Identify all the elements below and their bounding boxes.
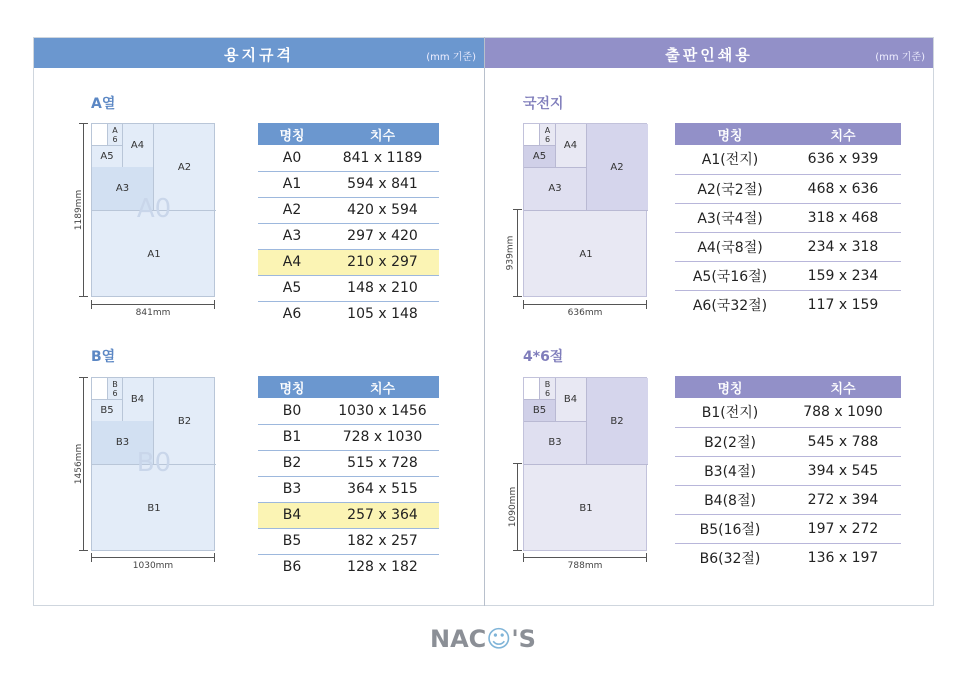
table-row: A0 841 x 1189 [258, 145, 439, 171]
a-series-table [258, 123, 439, 327]
paper-standard-header [34, 38, 484, 68]
a2-label: A2 [177, 161, 192, 173]
a5-label: A5 [100, 150, 114, 162]
table-row: B2(2절) 545 x 788 [675, 427, 901, 456]
table-row: A6(국32절) 117 x 159 [692, 296, 879, 314]
table-row: B4(8절) 272 x 394 [675, 485, 901, 514]
b6-label: B 6 [544, 379, 551, 398]
b4-label: B4 [130, 394, 145, 405]
a5-label: A5 [532, 150, 547, 162]
publishing-header [485, 38, 933, 68]
table-row: A3 297 x 420 [258, 223, 439, 249]
col-name-header: 명칭 [675, 123, 785, 145]
table-row-highlighted: B4 257 x 364 [258, 502, 439, 528]
b5-label: B5 [532, 404, 547, 416]
46-height-dimension [508, 463, 523, 551]
a6-label: A 6 [112, 125, 118, 144]
b2-label: B2 [610, 415, 624, 427]
a-height-dimension [74, 123, 89, 297]
b6-label: B 6 [112, 379, 118, 398]
b-series-table [258, 376, 439, 580]
col-name-header: 명칭 [258, 376, 326, 398]
table-row: B5 182 x 257 [258, 528, 439, 554]
b3-label: B3 [548, 437, 562, 448]
b-height-dimension [74, 377, 89, 551]
height-label: 939mm [505, 235, 516, 271]
section-title-46-jeol: 4*6절 [523, 349, 564, 365]
a6-label: A 6 [544, 125, 551, 144]
a-width-dimension [91, 300, 215, 318]
panel-divider [484, 37, 485, 606]
table-row: A2(국2절) 468 x 636 [675, 174, 901, 203]
a4-label: A4 [130, 140, 145, 151]
table-row: B3 364 x 515 [258, 476, 439, 502]
46-width-dimension [523, 553, 647, 571]
table-row: A2 420 x 594 [258, 197, 439, 223]
table-row: B5(16절) 197 x 272 [675, 514, 901, 543]
table-row: B2 515 x 728 [258, 450, 439, 476]
table-row: B0 1030 x 1456 [258, 398, 439, 424]
a3-label: A3 [548, 183, 562, 194]
panel-title: 출판인쇄용 [665, 46, 753, 64]
b4-label: B4 [563, 394, 578, 405]
a3-label: A3 [115, 183, 130, 194]
guk-jeonji-table [675, 123, 901, 319]
table-row: B3(4절) 394 x 545 [675, 456, 901, 485]
table-row: B1 728 x 1030 [258, 424, 439, 450]
panel-title: 용지규격 [224, 46, 294, 64]
height-label: 1189mm [74, 189, 85, 231]
col-size-header: 치수 [785, 123, 901, 145]
a-series-diagram [91, 123, 215, 297]
col-name-header: 명칭 [258, 123, 326, 145]
logo-text-right: 'S [511, 625, 536, 653]
guk-jeonji-diagram [523, 123, 647, 297]
table-row: A6 105 x 148 [282, 306, 418, 323]
section-title-a-series: A열 [91, 96, 116, 112]
46-jeol-diagram [523, 377, 647, 551]
col-name-header: 명칭 [675, 376, 785, 398]
table-row: A5 148 x 210 [258, 275, 439, 301]
height-label: 1456mm [74, 443, 85, 485]
unit-note: (mm 기준) [426, 52, 476, 63]
table-row: A1(전지) 636 x 939 [675, 145, 901, 174]
a1-label: A1 [147, 248, 161, 260]
width-label: 1030mm [132, 561, 174, 571]
col-size-header: 치수 [326, 376, 439, 398]
a1-label: A1 [579, 248, 593, 260]
b0-watermark-label: B0 [136, 448, 172, 478]
col-size-header: 치수 [785, 376, 901, 398]
unit-note: (mm 기준) [875, 52, 925, 63]
a0-watermark-label: A0 [136, 194, 172, 224]
table-row-highlighted: A4 210 x 297 [258, 249, 439, 275]
width-label: 788mm [567, 561, 603, 571]
a4-label: A4 [563, 140, 578, 151]
guk-width-dimension [523, 300, 647, 318]
b1-label: B1 [147, 502, 161, 514]
width-label: 841mm [135, 308, 171, 318]
nacos-logo [0, 625, 966, 653]
section-title-b-series: B열 [91, 349, 116, 365]
a2-label: A2 [610, 161, 624, 173]
b-series-diagram [91, 377, 215, 551]
a-series-rows [258, 145, 439, 327]
table-row: A4(국8절) 234 x 318 [675, 232, 901, 261]
table-row: A1 594 x 841 [258, 171, 439, 197]
height-label: 1090mm [508, 486, 519, 528]
section-title-guk-jeonji: 국전지 [523, 96, 564, 112]
smile-icon: ☺ [486, 625, 512, 653]
b3-label: B3 [115, 437, 130, 448]
b2-label: B2 [177, 415, 192, 427]
width-label: 636mm [567, 308, 603, 318]
col-size-header: 치수 [326, 123, 439, 145]
b5-label: B5 [100, 404, 114, 416]
b1-label: B1 [579, 502, 593, 514]
table-row: B1(전지) 788 x 1090 [675, 398, 901, 427]
46-jeol-table [675, 376, 901, 572]
table-row: A5(국16절) 159 x 234 [675, 261, 901, 290]
table-row: A3(국4절) 318 x 468 [675, 203, 901, 232]
table-row: B6 128 x 182 [282, 559, 418, 576]
guk-height-dimension [505, 209, 523, 297]
b-width-dimension [91, 553, 215, 571]
table-row: B6(32절) 136 x 197 [699, 549, 879, 567]
logo-text-left: NAC [430, 625, 487, 653]
